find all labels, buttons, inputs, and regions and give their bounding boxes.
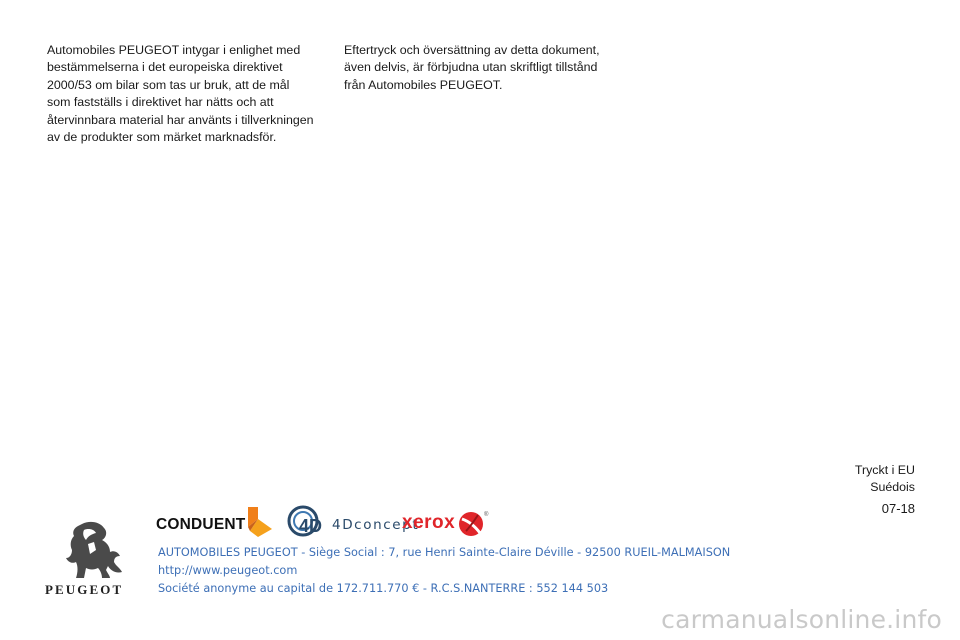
fourd-globe-icon	[286, 505, 326, 539]
conduent-mark-icon	[242, 505, 276, 539]
conduent-logo-text: CONDUENT	[156, 516, 246, 533]
recycling-line: återvinnbara material har använts i tillverkningen	[47, 112, 314, 127]
svg-text:4D: 4D	[299, 516, 323, 536]
edition-code: 07-18	[881, 501, 915, 516]
recycling-line: 2000/53 om bilar som tas ur bruk, att de mål	[47, 77, 290, 92]
copyright-line: från Automobiles PEUGEOT.	[344, 77, 503, 92]
registered-mark: ®	[484, 512, 489, 518]
xerox-sphere-icon	[458, 511, 484, 537]
recycling-line: som fastställs i direktivet har nätts och att	[47, 95, 274, 110]
company-legal-info: Société anonyme au capital de 172.711.770 € - R.C.S.NANTERRE : 552 144 503	[158, 582, 609, 595]
peugeot-lion-icon	[60, 520, 126, 580]
recycling-statement	[47, 42, 322, 146]
recycling-line: Automobiles PEUGEOT intygar i enlighet med	[47, 43, 301, 57]
company-website-link[interactable]: http://www.peugeot.com	[158, 564, 298, 577]
xerox-logo-text: xerox	[402, 512, 456, 533]
watermark: carmanualsonline.info	[661, 605, 942, 634]
recycling-line: av de produkter som märket marknadsför.	[47, 130, 277, 145]
peugeot-wordmark: PEUGEOT	[45, 582, 124, 597]
copyright-line: även delvis, är förbjudna utan skriftligt tillstånd	[344, 60, 598, 75]
company-address: AUTOMOBILES PEUGEOT - Siège Social : 7, rue Henri Sainte-Claire Déville - 92500 RUEIL-MALMAISON	[158, 546, 731, 559]
printed-in-label: Tryckt i EU	[854, 463, 915, 477]
copyright-line: Eftertryck och översättning av detta dokument,	[344, 43, 600, 57]
recycling-line: bestämmelserna i det europeiska direktivet	[47, 60, 283, 75]
copyright-statement	[344, 42, 614, 94]
fourd-logo-text: 4Dconcept	[332, 517, 420, 533]
language-label: Suédois	[870, 480, 915, 494]
